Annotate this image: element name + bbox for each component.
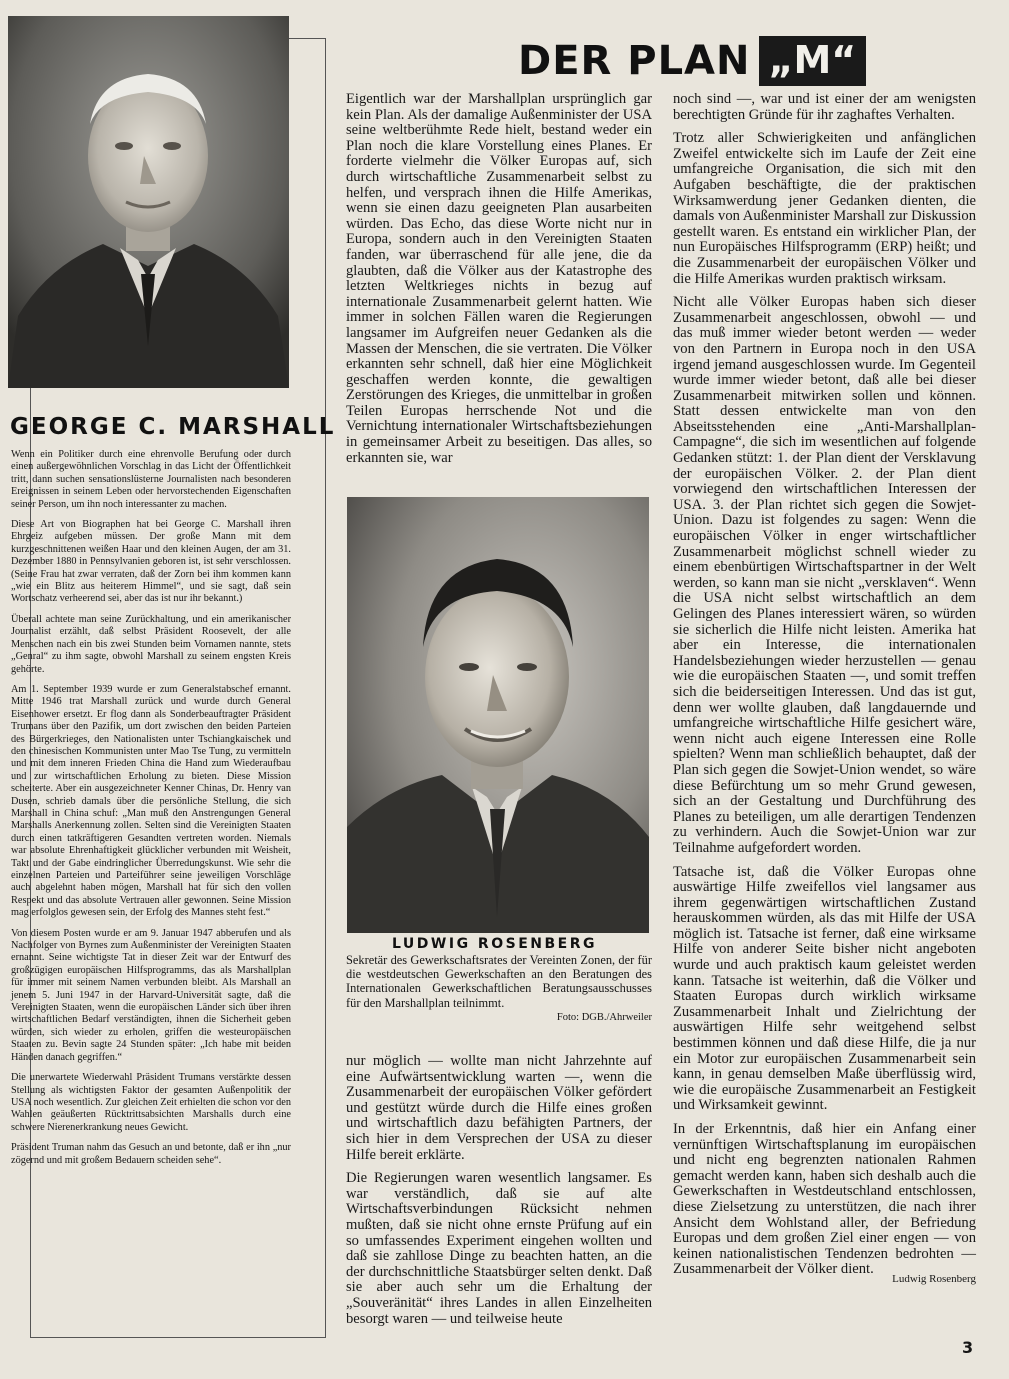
rosenberg-name-heading: LUDWIG ROSENBERG: [392, 936, 597, 952]
author-signature: Ludwig Rosenberg: [892, 1272, 976, 1285]
article-paragraph: Nicht alle Völker Europas haben sich dieser Zusammenarbeit angeschlossen, obwohl — und das muß immer wieder betont werden — weder von den Partnern in Europa noch in den USA irgend jemand ausgeschlossen wurde. Im Gegenteil wurde immer wieder betont, daß alle bei dieser Zusammenarbeit mitwirken sollen und können. Statt dessen entwickelte man von den Abseitsstehenden eine „Anti-Marshallplan-Campagne“, die sich im wesentlichen auf folgende Gedanken stützt: 1. der Plan dient der Versklavung der europäischen Völker. 2. der Plan dient vorwiegend den wirtschaftlichen Interessen der USA. 3. der Plan richtet sich gegen die Sowjet-Union. Dazu ist folgendes zu sagen: Wenn die europäischen Völker in enger wirtschaftlicher Zusammenarbeit möglichst schnell wieder zu einem ebenbürtigen Wirtschaftspartner in der Welt werden, so kann man sie nicht „versklaven“. Wenn die USA nicht selbst wirtschaftlich an dem Gelingen des Planes interessiert wären, so würden sie sicherlich die Hilfe nicht leisten. Amerika hat aber ein Interesse, die internationalen Handelsbeziehungen wieder herzustellen — genau wie die europäischen Staaten —, und somit treffen sich die beiderseitigen Interessen. Und das ist gut, denn wer wollte glauben, daß langdauernde und umfangreiche wirtschaftliche Hilfe gesichert wäre, wenn nicht auch eigene Interessen eine Rolle spielten? Wenn man schließlich behauptet, daß der Plan sich gegen die Sowjet-Union wendet, so wäre diese Befürchtung um so mehr Grund gewesen, sich an der Gestaltung und Durchführung des Planes zu beteiligen, um alle derartigen Tendenzen zu verhindern. Auch die Sowjet-Union war zur Teilnahme aufgefordert worden.: [673, 294, 976, 856]
article-column-2-bottom: [346, 1054, 652, 1335]
article-paragraph: Trotz aller Schwierigkeiten und anfänglichen Zweifel entwickelte sich im Laufe der Zeit eine umfangreiche Organisation, die sich mit den Aufgaben beschäftigte, die der praktischen Wirksamwerdung jener Gedanken dienten, die damals von Außenminister Marshall zur Diskussion gestellt waren. Es entstand ein wirklicher Plan, der nun Europäisches Hilfsprogramm (ERP) heißt; und die Zusammenarbeit der europäischen Völker und die Hilfe Amerikas wurden praktisch wirksam.: [673, 130, 976, 287]
rosenberg-portrait-image: [347, 497, 649, 933]
title-main-text: DER PLAN: [518, 38, 751, 84]
marshall-paragraph: Wenn ein Politiker durch eine ehrenvolle Berufung oder durch einen außergewöhnlichen Vorschlag in das Licht der Öffentlichkeit tritt, dann suchen sensationslüsterne Journalisten nach besonderen Ereignissen in seinem Leben oder hervorstechenden Eigenschaften seiner Person, um ihn noch interessanter zu machen.: [11, 449, 291, 510]
marshall-paragraph: Am 1. September 1939 wurde er zum Generalstabschef ernannt. Mitte 1946 trat Marshall zurück und wurde durch General Eisenhower ersetzt. Er flog dann als Sonderbeauftragter Präsident Trumans über den Pazifik, um dort zwischen den beiden Parteien des Bürgerkrieges, den Nationalisten unter Tschiangkaischek und den chinesischen Kommunisten unter Mao Tse Tung, zu vermitteln und mit dem inneren Frieden China die Hand zum Wiederaufbau und zur wirtschaftlichen Erholung zu bieten. Diese Mission scheiterte. Aber ein ausgezeichneter Kenner Chinas, Dr. Henry van Dusen, schrieb damals über die persönliche Stellung, die sich Marshall in China schuf: „Man muß den Anstrengungen General Marshalls Anerkennung zollen. Selten sind die Vereinigten Staaten durch einen tatkräftigeren Gesandten vertreten worden. Niemals war absolute Ehrenhaftigkeit glücklicher verbunden mit Weisheit, Takt und der Gabe eindringlicher Überredungskunst. Wie sehr die einzelnen Parteien und Parteiführer seine jeweiligen Vorschläge auch abgelehnt haben mögen, Marshall hat für sich den vollen Respekt und das absolute Vertrauen aller gewonnen. Seine Mission mag erfolglos gewesen sein, der Erfolg des Mannes steht fest.“: [11, 683, 291, 919]
article-column-2-top: [346, 92, 652, 474]
marshall-paragraph: Die unerwartete Wiederwahl Präsident Trumans verstärkte dessen Stellung als wichtigsten Faktor der gesamten Außenpolitik der USA noch wesentlich. Zur gleichen Zeit erhielten die schon vor den Wahlen geäußerten Rücktrittsabsichten Marshalls durch eine schwere Nierenerkrankung neues Gewicht.: [11, 1072, 291, 1133]
title-boxed-letter: „M“: [759, 36, 867, 86]
marshall-paragraph: Von diesem Posten wurde er am 9. Januar 1947 abberufen und als Nachfolger von Byrnes zum Außenminister der Vereinigten Staaten ernannt. Seine wichtigste Tat in dieser Zeit war der Entwurf des großzügigen europäischen Hilfsprogramms, das als Marshallplan für immer mit seinem Namen verbunden bleibt. Als Marshall an jenem 5. Juni 1947 in der Harvard-Universität sagte, daß die Vereinigten Staaten, wenn die europäischen Länder sich über ihren wirtschaftlichen Bedarf verständigten, ihnen die Sicherheit geben würden, sich wieder zu erholen, griffen die westeuropäischen Staaten zu. Bevin sagte 24 Stunden später: „Ich habe mit beiden Händen danach gegriffen.“: [11, 927, 291, 1063]
rosenberg-caption: Sekretär des Gewerkschaftsrates der Vereinten Zonen, der für die westdeutschen Gewerkschaften an den Beratungen des Internationalen Gewerkschaftlichen Beratungsausschusses für den Marshallplan teilnimmt.: [346, 953, 652, 1010]
article-paragraph: In der Erkenntnis, daß hier ein Anfang einer vernünftigen Wirtschaftsplanung im europäischen und nicht eng begrenzten nationalen Rahmen gemacht werden kann, haben sich deshalb auch die Gewerkschaften in Westdeutschland entschlossen, diese Zielsetzung zu unterstützen, die nach ihrer Ansicht dem Wohlstand aller, der Befriedung Europas und dem großen Ziel einer engen — von keinen nationalistischen Tendenzen bedrohten — Zusammenarbeit der Völker dient.: [673, 1121, 976, 1278]
marshall-paragraph: Präsident Truman nahm das Gesuch an und betonte, daß er ihn „nur zögernd und mit großem Bedauern scheiden sehe“.: [11, 1142, 291, 1166]
article-paragraph: noch sind —, war und ist einer der am wenigsten berechtigten Gründe für ihr zaghaftes Verhalten.: [673, 91, 976, 123]
article-title: [518, 36, 866, 86]
marshall-photo: [8, 16, 289, 388]
article-paragraph: Die Regierungen waren wesentlich langsamer. Es war verständlich, daß sie auf alte Wirtschaftsverbindungen Rücksicht nehmen mußten, daß sie nicht ohne ernste Prüfung auf ein so umfassendes Experiment eingehen wollten und daß sie zahllose Dinge zu beachten hatten, an die der durchschnittliche Staatsbürger selten denkt. Daß sie aber auch sehr um die Erhaltung der „Souveränität“ ihres Landes in allen Einzelheiten besorgt waren — und teilweise heute: [346, 1170, 652, 1327]
marshall-portrait-image: [8, 16, 289, 388]
article-column-3: [673, 92, 976, 1288]
marshall-name-heading: GEORGE C. MARSHALL: [10, 414, 336, 440]
photo-credit: Foto: DGB./Ahrweiler: [556, 1012, 652, 1023]
marshall-paragraph: Überall achtete man seine Zurückhaltung, und ein amerikanischer Journalist erzählt, daß selbst Präsident Roosevelt, der alle Menschen nach ein bis zwei Stunden beim Vornamen nannte, stets „Genral“ zu ihm sagte, obwohl Marshall zu seinem engsten Kreis gehörte.: [11, 613, 291, 675]
article-paragraph: nur möglich — wollte man nicht Jahrzehnte auf eine Aufwärtsentwicklung warten —, wenn die Zusammenarbeit der europäischen Völker gefördert und gestützt würde durch die Hilfe eines großen und wirtschaftlich dazu befähigten Partners, der sich hier in dem Versprechen der USA zu dieser Hilfe bereit erklärte.: [346, 1053, 652, 1163]
rosenberg-photo: [347, 497, 649, 933]
article-paragraph: Eigentlich war der Marshallplan ursprünglich gar kein Plan. Als der damalige Außenminister der USA seine weltberühmte Rede hielt, bestand weder ein Plan noch die klare Vorstellung eines Planes. Er forderte vielmehr die Völker Europas auf, sich durch wirtschaftliche Zusammenarbeit selbst zu helfen, und versprach ihnen die Hilfe Amerikas, wenn sie einen dazu geeigneten Plan ausarbeiten würden. Das Echo, das diese Worte nicht nur in Europa, sondern auch in den Vereinigten Staaten fanden, war überraschend für alle jene, die da glaubten, daß die Völker aus der Katastrophe des letzten Weltkrieges nichts in bezug auf internationale Zusammenarbeit gelernt hatten. Wie immer in solchen Fällen waren die Regierungen langsamer im Aufgreifen neuer Gedanken als die Massen der Menschen, die sie vertraten. Die Völker erkannten sehr schnell, daß hier eine Möglichkeit geschaffen werden konnte, die gewaltigen Zerstörungen des Krieges, die unmittelbar in großen Teilen Europas herrschende Not und die Vernichtung internationaler Wirtschaftsbeziehungen in gemeinsamer Arbeit zu beseitigen. Das alles, so erkannten sie, war: [346, 91, 652, 466]
marshall-biography: [11, 449, 291, 1167]
page-number: 3: [962, 1338, 974, 1357]
article-paragraph: Tatsache ist, daß die Völker Europas ohne auswärtige Hilfe zweifellos viel langsamer aus ihrem gegenwärtigen wirtschaftlichen Zustand herauskommen würden, als das mit Hilfe der USA möglich ist. Tatsache ist ferner, daß eine wirksame Hilfe von anderer Seite bisher nicht angeboten wurde und auch praktisch kaum geleistet werden kann. Tatsache ist weiterhin, daß die Völker und Staaten Europas durch wirklich wirksame Zusammenarbeit Inhalt und Zielrichtung der auswärtigen Hilfe sehr weitgehend selbst bestimmen können und daß diese Hilfe, die ja nur ein Motor zur europäischen Zusammenarbeit sein kann, in genau demselben Maße überflüssig wird, wie die europäische Zusammenarbeit an Festigkeit und Wirksamkeit gewinnt.: [673, 863, 976, 1114]
marshall-paragraph: Diese Art von Biographen hat bei George C. Marshall ihren Ehrgeiz aufgeben müssen. Der große Mann mit dem kurzgeschnittenen weißen Haar und den kleinen Augen, der am 31. Dezember 1880 in Pennsylvanien geboren ist, ist sehr verschlossen. (Seine Frau hat zwar verraten, daß der Zorn bei ihm kommen kann „wie ein Blitz aus heiterem Himmel“, und sie sagt, daß sein Wortschatz verheerend sei, aber das ist nur ihr bekannt.): [11, 519, 291, 605]
